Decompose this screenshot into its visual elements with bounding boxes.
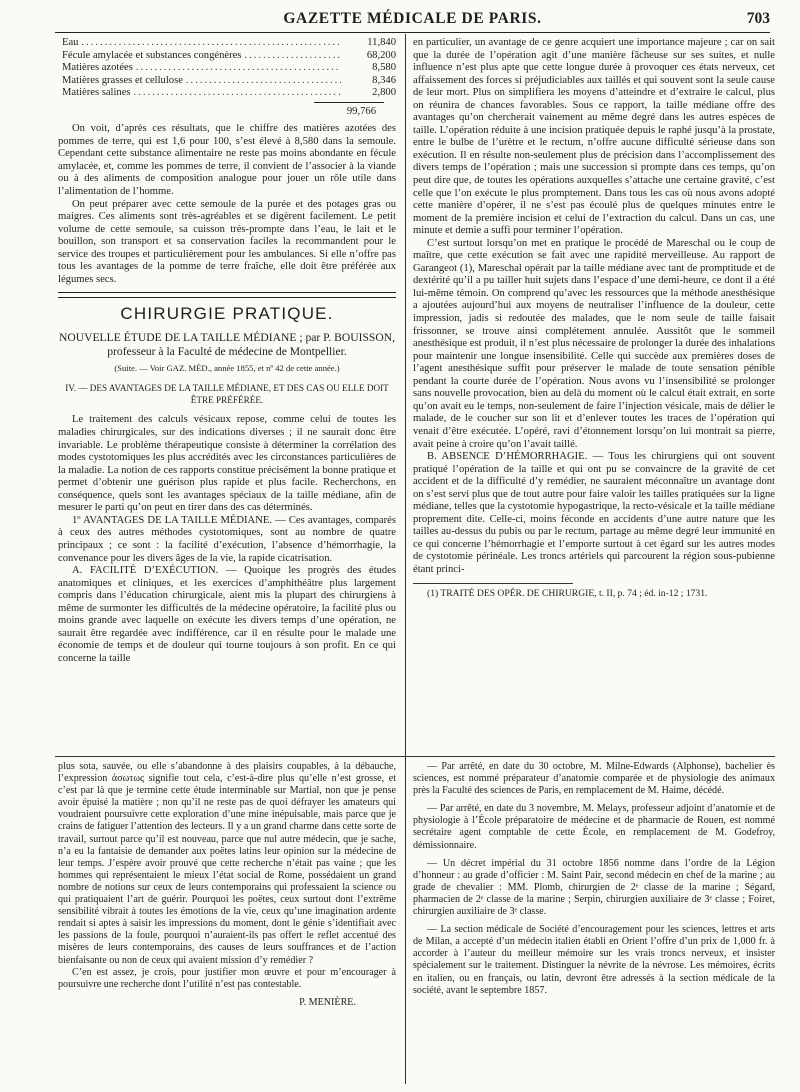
table-row <box>62 87 396 100</box>
article-suite-note: (Suite. — Voir GAZ. MÉD., année 1855, et nº 42 de cette année.) <box>114 362 340 373</box>
paragraph: plus sota, sauvée, ou elle s’abandonne à des plaisirs coupables, à la débauche, l’expression ἀσωτως signifie tout cela, c’est-à-dire plus qu’elle n’est grosse, et c’est par là que je termine cette étude interminable sur Martial, non que je pense avoir épuisé la matière ; non qu’il ne reste pas de quoi défrayer les amateurs qui voudraient poursuivre cette exploration d’une mine inépuisable, mais parce que je crains de fatiguer l’attention des lecteurs. Il y a un grand charme dans cette sorte de travail, surtout parce qu’il est nouveau, parce que nul autre médecin, que je sache, n’a eu la fantaisie de demander aux poëtes latins leur opinion sur la médecine de leur temps. J’espère avoir prouvé que cette recherche n’était pas vaine ; que les hommes qui représentaient le mieux l’état social de Rome, possédaient un grand nombre de notions sur ceux de leurs contemporains qui professaient la science ou qui pratiquaient l’art de guérir. Pourquoi les poëtes, ceux surtout dont l’extrême sensibilité vibrait à toutes les émotions de la vie, ceux qu’une imagination ardente rendait si aptes à saisir les impressions du moment, dont le génie s’identifiait avec les passions de la foule, pourquoi n’auraient-ils pas offert le reflet accentué des misères de leurs contemporains, des causes de leurs souffrances et de l’action bienfaisante ou non de ceux qui avaient mission d’y remédier ? <box>58 761 396 966</box>
paragraph: On voit, d’après ces résultats, que le chiffre des matières azotées des pommes de terre, qui est 1,6 pour 100, s’est élevé à 8,580 dans la semoule. Cependant cette substance alimentaire ne reste pas moins abondante en fécule amylacée, et, comme les pommes de terre, il convient de l’associer à la viande ou à des aliments de composition analogue pour jouer un rôle utile dans l’alimentation de l’homme. <box>58 123 396 198</box>
row-value: 8,580 <box>372 62 396 74</box>
paragraph: A. FACILITÉ D’EXÉCUTION. — Quoique les progrès des études anatomiques et cliniques, et les exercices d’amphithéâtre plus largement compris dans l’éducation chirurgicale, aient mis la plupart des chirurgiens à même de surmonter les difficultés de la médecine opératoire, la facilité plus ou moins grande avec laquelle on exécute les divers temps d’une opération, ne saurait être regardée avec indifférence, car il en résulte pour le malade une économie de temps et de douleur qui tourne toujours à son profit. En ce qui concerne la taille <box>58 565 396 664</box>
row-label: Matières grasses et cellulose <box>62 74 183 86</box>
author-signature: P. MENIÈRE. <box>299 996 356 1008</box>
table-row <box>62 50 396 63</box>
article-title: NOUVELLE ÉTUDE DE LA TAILLE MÉDIANE ; par P. BOUISSON, professeur à la Faculté de médecine de Montpellier. <box>58 330 395 358</box>
footnote-rule <box>413 583 573 584</box>
table-total: 99,766 <box>346 105 376 117</box>
row-value: 11,840 <box>367 37 396 48</box>
paragraph: 1º AVANTAGES DE LA TAILLE MÉDIANE. — Ces avantages, comparés à ceux des autres méthodes cystotomiques, sont au nombre de quatre principaux ; ce sont : la facilité d’exécution, l’absence d’hémorrhagie, la convenance pour les divers âges de la vie, la rapide cicatrisation. <box>58 514 396 564</box>
paragraph: C’est surtout lorsqu’on met en pratique le procédé de Mareschal ou le coup de maître, que cette exécution se fait avec une rapidité merveilleuse. Au rapport de Garangeot (1), Mareschal opérait par la taille médiane avec tant de promptitude et de dextérité qu’il a pu tailler huit sujets dans l’espace d’une demi-heure, ce dont il a été lui-même témoin. On comprend qu’avec les ressources que la méthode anesthésique a ajoutées aujourd’hui aux moyens de neutraliser l’influence de la douleur, cette impression, jadis si redoutée des malades, que le nom seule de taille faisait frissonner, se trouve ainsi complétement annulée. Aussitôt que le sommeil anesthésique est produit, il n’est plus nécessaire de prolonger la durée des inhalations pour maintenir une longue insensibilité. Celle qui succède aux premières doses de l’agent anesthésique suffit pour préserver le malade de toute sensation pénible pendant la courte durée de l’opération. Nous avons vu l’insensibilité se prolonger sans nouvelle provocation, bien au delà du moment où le calcul était extrait, en sorte qu’on avait eu le temps, non-seulement de faire l’injection vésicale, mais de délier le malade, de le coucher sur son lit et d’enlever toutes les traces de l’opération qui venait d’être exécutée. L’opéré, ravi d’étonnement lorsqu’on lui montrait sa pierre, avait peine à croire qu’on l’avait taillé. <box>413 237 775 450</box>
news-item: — Un décret impérial du 31 octobre 1856 nomme dans l’ordre de la Légion d’honneur : au grade d’officier : M. Saint Pair, second médecin en chef de la marine ; au grade de chevalier : MM. Plomb, chirurgien de 2ᵉ classe de la marine ; Ségard, pharmacien de 2ᵉ classe de la marine ; Serpin, chirurgien auxiliaire de 3ᵉ classe ; Foiret, chirurgien auxiliaire de 3ᵉ classe. <box>413 857 775 918</box>
table-row <box>62 62 396 75</box>
journal-title: GAZETTE MÉDICALE DE PARIS. <box>283 10 542 27</box>
page-header <box>55 10 770 33</box>
row-label: Matières azotées <box>62 62 133 74</box>
row-value: 2,800 <box>372 87 396 99</box>
paragraph: C’en est assez, je crois, pour justifier mon œuvre et pour m’encourager à poursuivre une recherche dont l’utilité n’est pas contestable. <box>58 966 396 990</box>
bottom-section-divider <box>55 756 775 757</box>
section-heading: CHIRURGIE PRATIQUE. <box>120 304 334 324</box>
footnote: (1) TRAITÉ DES OPÉR. DE CHIRURGIE, t. II, p. 74 ; éd. in-12 ; 1731. <box>427 587 708 599</box>
news-item: — Par arrêté, en date du 30 octobre, M. Milne-Edwards (Alphonse), bachelier ès sciences, est nommé préparateur d’anatomie comparée et de physiologie des animaux près la Faculté des sciences de Paris, en remplacement de M. Haime, décédé. <box>413 761 775 797</box>
news-column <box>413 761 775 1086</box>
double-rule <box>58 292 396 298</box>
page-number: 703 <box>746 10 770 27</box>
news-item: — Par arrêté, en date du 3 novembre, M. Melays, professeur adjoint d’anatomie et de physiologie à l’École préparatoire de médecine et de pharmacie de Rouen, est nommé secrétaire agent comptable de cette École, en remplacement de M. Godefroy, démissionnaire. <box>413 803 775 851</box>
row-label: Eau <box>62 37 79 48</box>
table-row <box>62 37 396 50</box>
right-column <box>413 37 775 749</box>
paragraph: On peut préparer avec cette semoule de la purée et des potages gras ou maigres. Ces aliments sont très-agréables et se digèrent facilement. Le petit volume de cette semoule, sa cuisson très-prompte dans l’eau, le lait et le bouillon, son transport et sa conservation faciles la recommandent pour le service des troupes et particulièrement pour les ambulances. Si elle n’offre pas tous les avantages de la pomme de terre fraîche, elle doit être préférée aux légumes secs. <box>58 198 396 285</box>
row-label: Matières salines <box>62 87 131 99</box>
composition-table <box>62 37 396 118</box>
table-row <box>62 75 396 88</box>
article-subheading: IV. — DES AVANTAGES DE LA TAILLE MÉDIANE, ET DES CAS OU ELLE DOIT ÊTRE PRÉFÉRÉE. <box>65 383 389 406</box>
paragraph: Le traitement des calculs vésicaux repose, comme celui de toutes les maladies chirurgicales, sur des indications diverses ; il ne saurait donc être invariable. Le problème thérapeutique consiste à déterminer la corrélation des modes cystotomiques les plus accrédités avec les circonstances particulières de la maladie. La notion de ces rapports constitue précisément la bonne pratique et permet d’obtenir une guérison plus rapide et plus facile. Recherchons, en conséquence, quels sont les avantages spéciaux de la taille médiane, afin de mesurer le parti qu’on peut en tirer dans des cas déterminés. <box>58 414 396 514</box>
column-divider <box>405 34 406 1084</box>
paragraph: en particulier, un avantage de ce genre acquiert une importance majeure ; car on sait que la durée de l’opération agit d’une manière fâcheuse sur ses suites, et nulle influence n’est plus apte que cette longue durée à provoquer ces états nerveux, cet affaissement des forces si préjudiciables aux taillés et qui souvent sont la seule cause de leur mort. Plus on simplifiera les moyens d’atteindre et d’extraire le calcul, plus on réunira de chances favorables. Sous ce rapport, la taille médiane offre des avantages qu’on chercherait vainement au même degré dans les autres espèces de taille. L’opération réduite à une incision pratiquée depuis le raphé jusqu’à la prostate, entre le bulbe de l’urètre et le rectum, n’offre aucune difficulté sérieuse dans son exécution. Il en résulte non-seulement plus de précision dans l’accomplissement des divers temps de l’opération ; mais une succession si prompte dans ces temps, qu’on peut dire que, de toutes les opérations auxquelles s’attache une certaine gravité, c’est celle que l’on exécute le plus promptement. Dans tous les cas où nous avons adopté cette manière d’opérer, il ne s’est pas écoulé plus de quelques minutes entre le moment de la première incision et celui de l’extraction du calcul. Dans un cas, une minute et demie a suffi pour terminer l’opération. <box>413 37 775 237</box>
news-item: — La section médicale de Société d’encouragement pour les sciences, lettres et arts de Milan, a accepté d’un médecin italien établi en Orient l’offre d’un prix de 1,000 fr. à accorder à l’auteur du meilleur mémoire sur les vrais troncs nerveux, et insister spécialement sur le traitement. Distinguer la névrite de la névrose. Les mémoires, écrits en italien, ou en français, ou latin, devront être adressés à la section médicale de la société, avant le septembre 1857. <box>413 924 775 996</box>
feuilleton-column <box>58 761 396 1086</box>
row-value: 8,346 <box>372 74 396 86</box>
row-label: Fécule amylacée et substances congénères <box>62 49 242 61</box>
paragraph: B. ABSENCE D’HÉMORRHAGIE. — Tous les chirurgiens qui ont souvent pratiqué l’opération de la taille et qui ont pu se convaincre de la gravité de cet accident et de la difficulté d’y remédier, ne sauraient méconnaître un avantage dont on s’est servi plus que de tout autre pour faire valoir les tailles pratiquées sur la ligne médiane, telles que la cystotomie hypogastrique, la recto-vésicale et la taille médiane proprement dite. Celle-ci, moins féconde en accidents d’une autre nature que les tailles au-dessus du pubis ou par le rectum, partage au même degré leur immunité en ce qui concerne l’hémorrhagie et l’emporte surtout à cet égard sur les autres modes de cystotomie périnéale. Les troncs artériels qui parcourent la région sous-pubienne étant princi- <box>413 451 775 575</box>
row-value: 68,200 <box>366 49 396 61</box>
left-column <box>58 37 396 749</box>
